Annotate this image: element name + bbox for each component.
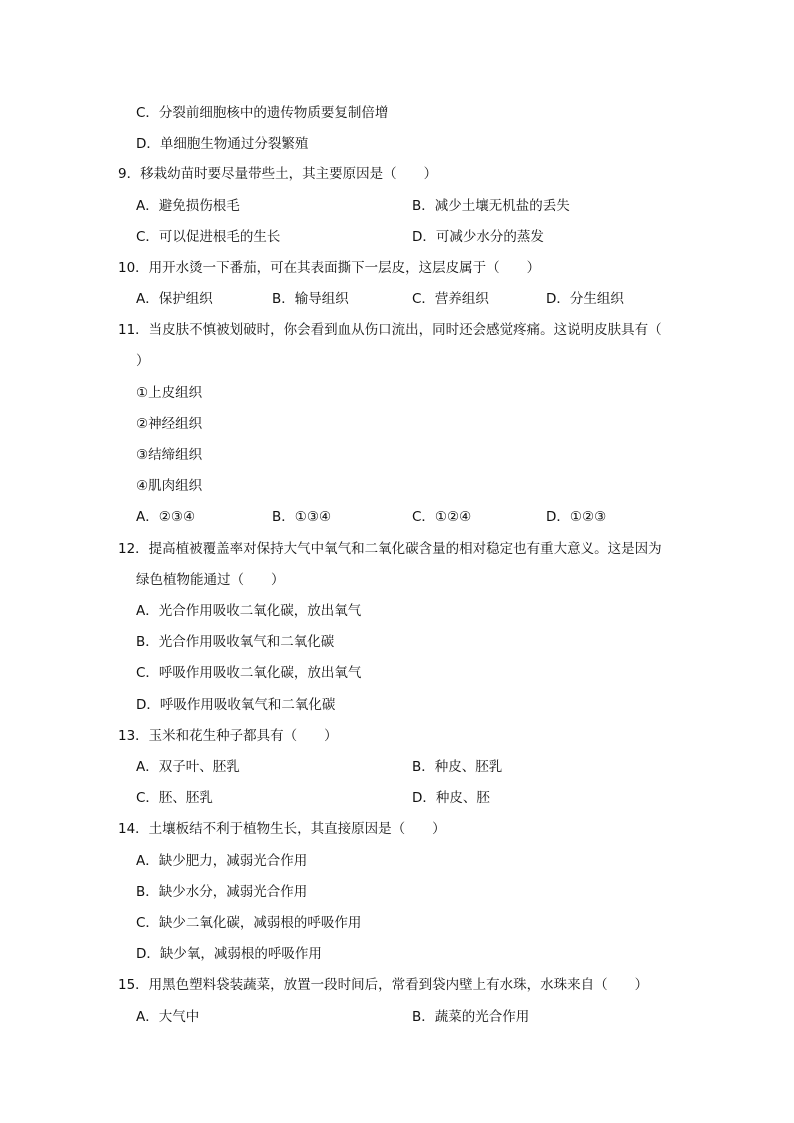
question-13-option-a: A．双子叶、胚乳	[136, 759, 240, 775]
question-10-option-d: D．分生组织	[546, 291, 624, 307]
question-15-stem: 15．用黑色塑料袋装蔬菜，放置一段时间后，常看到袋内壁上有水珠，水珠来自（ ）	[118, 977, 649, 993]
question-10-option-b: B．输导组织	[272, 291, 349, 307]
question-11-item-4: ④肌肉组织	[136, 478, 203, 494]
question-11-option-b: B．①③④	[272, 509, 332, 525]
question-10-option-a: A．保护组织	[136, 291, 213, 307]
question-11-option-a: A．②③④	[136, 509, 196, 525]
q8-option-c: C．分裂前细胞核中的遗传物质要复制倍增	[136, 105, 389, 121]
question-11-option-c: C．①②④	[412, 509, 472, 525]
question-12-option-b: B．光合作用吸收氧气和二氧化碳	[136, 634, 335, 650]
question-11-item-3: ③结缔组织	[136, 447, 203, 463]
question-14-option-a: A．缺少肥力，减弱光合作用	[136, 853, 308, 869]
question-11-stem: 11．当皮肤不慎被划破时，你会看到血从伤口流出，同时还会感觉疼痛。这说明皮肤具有（	[118, 322, 662, 338]
question-13-stem: 13．玉米和花生种子都具有（ ）	[118, 728, 338, 744]
question-13-option-d: D．种皮、胚	[412, 790, 490, 806]
question-10-option-c: C．营养组织	[412, 291, 489, 307]
question-12-stem: 12．提高植被覆盖率对保持大气中氧气和二氧化碳含量的相对稳定也有重大意义。这是因为	[118, 541, 662, 557]
question-11-stem-cont: ）	[136, 353, 150, 369]
question-13-option-b: B．种皮、胚乳	[412, 759, 503, 775]
question-12-option-d: D．呼吸作用吸收氧气和二氧化碳	[136, 697, 336, 713]
question-13-option-c: C．胚、胚乳	[136, 790, 213, 806]
question-12-stem-cont: 绿色植物能通过（ ）	[136, 572, 285, 588]
question-11-item-2: ②神经组织	[136, 416, 203, 432]
question-11-item-1: ①上皮组织	[136, 385, 203, 401]
question-10-stem: 10．用开水烫一下番茄，可在其表面撕下一层皮，这层皮属于（ ）	[118, 260, 541, 276]
question-12-option-a: A．光合作用吸收二氧化碳，放出氧气	[136, 603, 362, 619]
question-15-option-a: A．大气中	[136, 1009, 200, 1025]
question-9-stem: 9．移栽幼苗时要尽量带些土，其主要原因是（ ）	[118, 166, 438, 182]
question-9-option-b: B．减少土壤无机盐的丢失	[412, 198, 570, 214]
question-9-option-d: D．可减少水分的蒸发	[412, 229, 544, 245]
question-14-option-c: C．缺少二氧化碳，减弱根的呼吸作用	[136, 915, 362, 931]
question-9-option-c: C．可以促进根毛的生长	[136, 229, 281, 245]
question-15-option-b: B．蔬菜的光合作用	[412, 1009, 530, 1025]
question-11-option-d: D．①②③	[546, 509, 607, 525]
q8-option-d: D．单细胞生物通过分裂繁殖	[136, 136, 309, 152]
question-9-option-a: A．避免损伤根毛	[136, 198, 240, 214]
question-14-option-b: B．缺少水分，减弱光合作用	[136, 884, 308, 900]
question-12-option-c: C．呼吸作用吸收二氧化碳，放出氧气	[136, 665, 362, 681]
question-14-stem: 14．土壤板结不利于植物生长，其直接原因是（ ）	[118, 821, 446, 837]
question-14-option-d: D．缺少氧，减弱根的呼吸作用	[136, 946, 322, 962]
